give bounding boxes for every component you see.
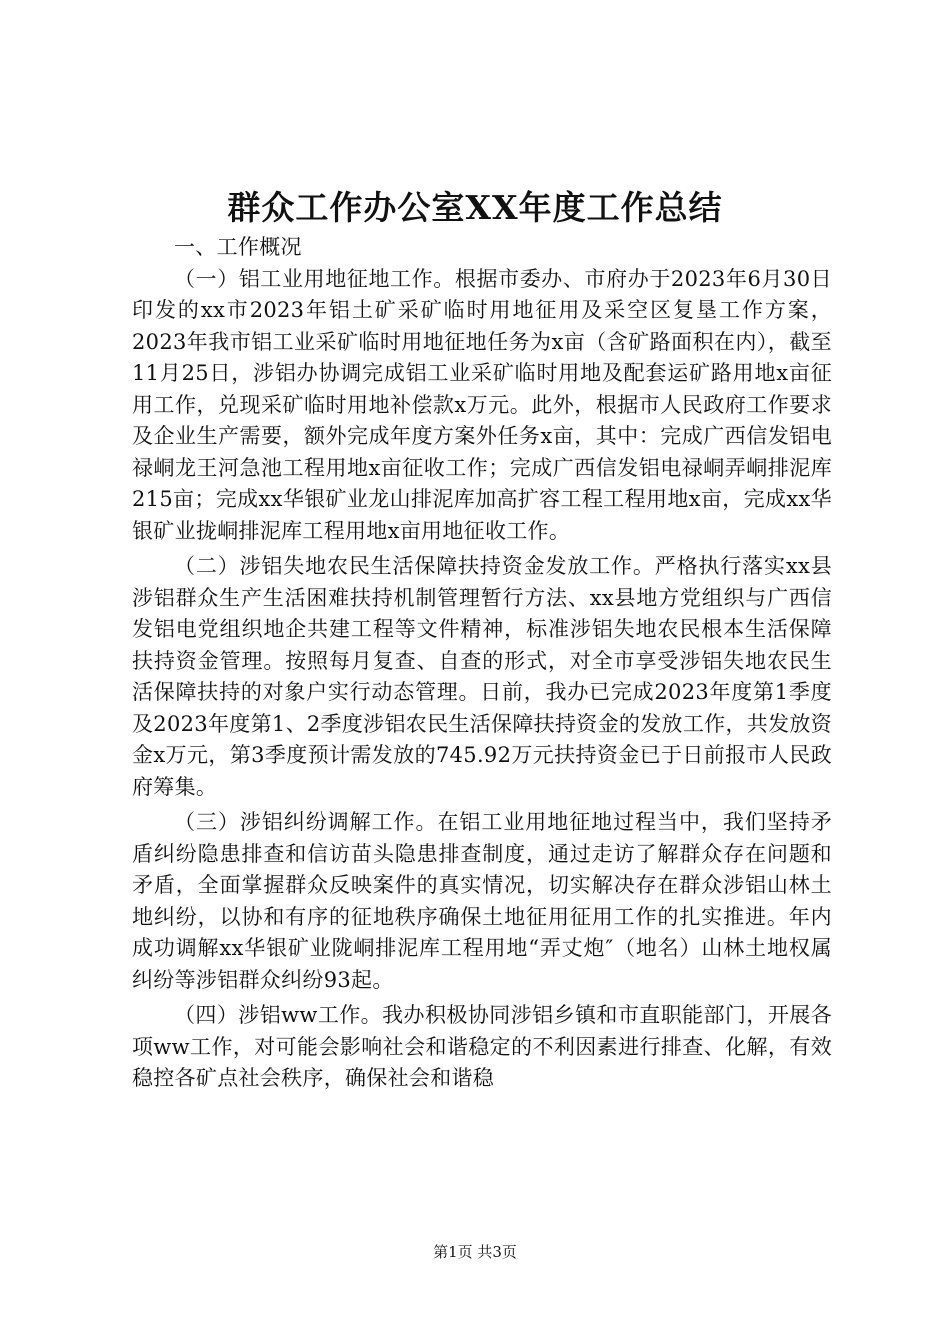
paragraph-dispute-mediation: （三）涉铝纠纷调解工作。在铝工业用地征地过程当中，我们坚持矛盾纠纷隐患排查和信访苗头隐患排查制度，通过走访了解群众存在问题和矛盾，全面掌握群众反映案件的真实情况，切实解决存在群众涉铝山林土地纠纷，以协和有序的征地秩序确保土地征用征用工作的扎实推进。年内成功调解xx华银矿业陇峒排泥库工程用地“弄丈炮″（地名）山林土地权属纠纷等涉铝群众纠纷93起。 bbox=[132, 810, 832, 992]
paragraph-land-acquisition: （一）铝工业用地征地工作。根据市委办、市府办于2023年6月30日印发的xx市2023年铝土矿采矿临时用地征用及采空区复垦工作方案，2023年我市铝工业采矿临时用地征地任务为x亩（含矿路面积在内），截至11月25日，涉铝办协调完成铝工业采矿临时用地及配套运矿路用地x亩征用工作，兑现采矿临时用地补偿款x万元。此外，根据市人民政府工作要求及企业生产需要，额外完成年度方案外任务x亩，其中：完成广西信发铝电禄峒龙王河急池工程用地x亩征收工作；完成广西信发铝电禄峒弄峒排泥库215亩；完成xx华银矿业龙山排泥库加高扩容工程工程用地x亩，完成xx华银矿业拢峒排泥库工程用地x亩用地征收工作。 bbox=[132, 266, 832, 543]
document-title: 群众工作办公室XX年度工作总结 bbox=[227, 188, 723, 227]
section-heading: 一、工作概况 bbox=[174, 235, 302, 259]
document-body bbox=[132, 232, 832, 1095]
paragraph-ww-work: （四）涉铝ww工作。我办积极协同涉铝乡镇和市直职能部门，开展各项ww工作，对可能会影响社会和谐稳定的不利因素进行排查、化解，有效稳控各矿点社会秩序，确保社会和谐稳 bbox=[132, 1003, 832, 1090]
page-footer: 第1页 共3页 bbox=[433, 1243, 517, 1261]
paragraph-subsidy-funds: （二）涉铝失地农民生活保障扶持资金发放工作。严格执行落实xx县涉铝群众生产生活困难扶持机制管理暂行方法、xx县地方党组织与广西信发铝电党组织地企共建工程等文件精神，标准涉铝失地农民根本生活保障扶持资金管理。按照每月复查、自查的形式，对全市享受涉铝失地农民生活保障扶持的对象户实行动态管理。日前，我办已完成2023年度第1季度及2023年度第1、2季度涉铝农民生活保障扶持资金的发放工作，共发放资金x万元，第3季度预计需发放的745.92万元扶持资金已于日前报市人民政府筹集。 bbox=[132, 554, 832, 799]
